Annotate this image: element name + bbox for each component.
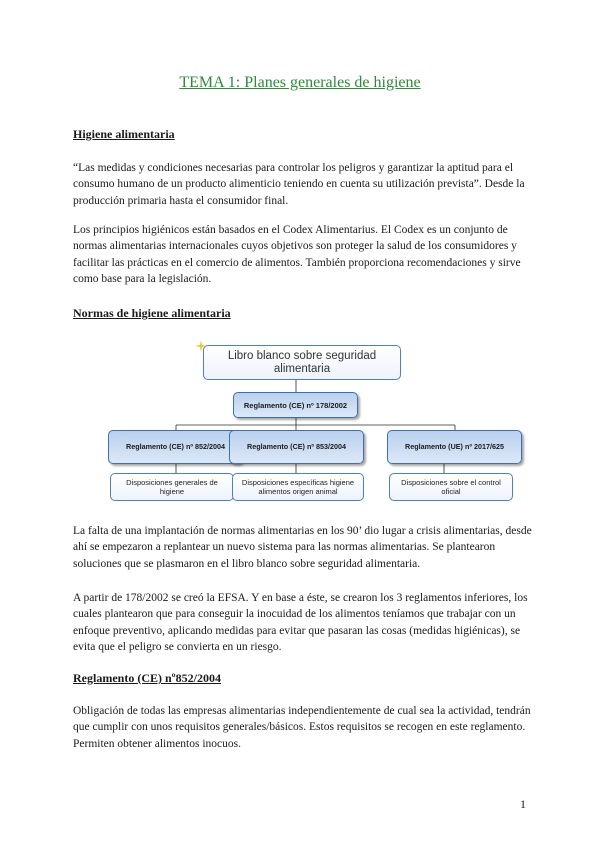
sparkle-icon xyxy=(195,340,207,352)
codex-paragraph: Los principios higiénicos están basados en el Codex Alimentarius. El Codex es un conjunto de normas alimentarias internacionales cuyos objetivos son proteger la salud de los consumidores y facilitar las prácticas en el comercio de alimentos. También proporciona recomendaciones y sirve como base para la legislación. xyxy=(73,224,521,285)
diagram-disposiciones-generales: Disposiciones generales de higiene xyxy=(110,473,234,501)
diagram-reglamento-2017-625: Reglamento (UE) nº 2017/625 xyxy=(387,430,522,464)
diagram-reglamento-178-2002: Reglamento (CE) nº 178/2002 xyxy=(233,392,358,418)
diagram-reglamento-853-2004: Reglamento (CE) nº 853/2004 xyxy=(229,430,364,464)
diagram-reglamento-852-2004: Reglamento (CE) nº 852/2004 xyxy=(108,430,243,464)
crisis-paragraph: La falta de una implantación de normas alimentarias en los 90’ dio lugar a crisis alimentarias, desde ahí se empezaron a replantear un nuevo sistema para las normas alimentarias. Se plantearon soluciones que se plasmaron en el libro blanco sobre seguridad alimentaria. xyxy=(73,525,532,570)
heading-higiene-alimentaria: Higiene alimentaria xyxy=(73,127,175,141)
heading-normas-higiene: Normas de higiene alimentaria xyxy=(73,306,231,320)
diagram-disposiciones-especificas: Disposiciones específicas higiene alimentos origen animal xyxy=(232,473,364,501)
page-title: TEMA 1: Planes generales de higiene xyxy=(179,74,421,91)
heading-reglamento-852: Reglamento (CE) nº852/2004 xyxy=(73,671,221,685)
quote-paragraph: “Las medidas y condiciones necesarias para controlar los peligros y garantizar la aptitud para el consumo humano de un producto alimenticio teniendo en cuenta su utilización prevista”. Desde la producción primaria hasta el consumidor final. xyxy=(73,162,525,207)
obligacion-paragraph: Obligación de todas las empresas alimentarias independientemente de cual sea la actividad, tendrán que cumplir con unos requisitos generales/básicos. Estos requisitos se recogen en este reglamento. Permiten obtener alimentos inocuos. xyxy=(73,705,531,750)
diagram-libro-blanco: Libro blanco sobre seguridad alimentaria xyxy=(203,345,401,380)
diagram-disposiciones-control: Disposiciones sobre el control oficial xyxy=(389,473,513,501)
efsa-paragraph: A partir de 178/2002 se creó la EFSA. Y en base a éste, se crearon los 3 reglamentos inferiores, los cuales plantearon que para conseguir la inocuidad de los alimentos teníamos que trabajar con un enfoque preventivo, aplicando medidas para evitar que pasaran las cosas (medidas higiénicas), se evita que el peligro se convierta en un riesgo. xyxy=(73,592,528,653)
page-number: 1 xyxy=(520,797,526,811)
